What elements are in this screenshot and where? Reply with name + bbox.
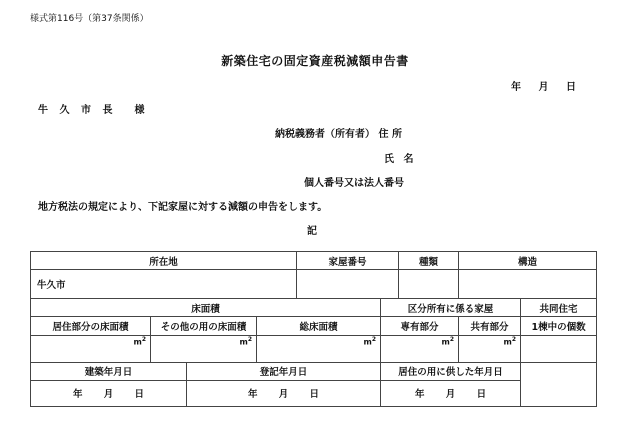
condo-header: 区分所有に係る家屋: [381, 299, 521, 317]
unit-exponent: 2: [247, 335, 252, 343]
floor-area-header: 床面積: [31, 299, 381, 317]
addressee-name: 牛 久 市 長: [38, 105, 117, 116]
occupied-date-header: 居住の用に供した年月日: [381, 362, 521, 380]
occupied-date-field[interactable]: 年 月 日: [381, 380, 521, 406]
residential-area-field[interactable]: [31, 335, 151, 362]
unit-label: m: [363, 337, 372, 347]
total-area-header: 総床面積: [257, 317, 381, 335]
unit-exponent: 2: [141, 335, 146, 343]
house-number-header: 家屋番号: [297, 252, 399, 270]
structure-field[interactable]: [459, 270, 597, 299]
units-per-building-header: 1棟中の個数: [521, 317, 597, 335]
other-area-header: その他の用の床面積: [151, 317, 257, 335]
property-table: [30, 251, 597, 407]
statement-text: 地方税法の規定により、下記家屋に対する減額の申告をします。: [38, 202, 328, 213]
built-date-header: 建築年月日: [31, 362, 187, 380]
structure-header: 構造: [459, 252, 597, 270]
residential-area-header: 居住部分の床面積: [31, 317, 151, 335]
unit-exponent: 2: [449, 335, 455, 343]
built-date-field[interactable]: 年 月 日: [31, 380, 187, 406]
kind-header: 種類: [399, 252, 459, 270]
unit-label: m: [239, 337, 248, 347]
ki-heading: 記: [307, 226, 317, 237]
kind-field[interactable]: [399, 270, 459, 299]
unit-label: m: [441, 337, 450, 347]
unit-exponent: 2: [511, 335, 517, 343]
blank-cell: [521, 362, 597, 406]
shared-housing-header: 共同住宅: [521, 299, 597, 317]
exclusive-part-header: 専有部分: [381, 317, 459, 335]
addressee: [38, 101, 148, 116]
location-header: 所在地: [31, 252, 297, 270]
taxpayer-address-label: 納税義務者（所有者） 住 所: [275, 129, 402, 140]
unit-exponent: 2: [371, 335, 377, 343]
form-number: 様式第116号（第37条関係）: [30, 14, 149, 24]
addressee-honorific: 様: [134, 105, 149, 116]
exclusive-part-field[interactable]: [381, 335, 459, 362]
total-area-field[interactable]: [257, 335, 381, 362]
document-title: 新築住宅の固定資産税減額申告書: [221, 54, 409, 68]
house-number-field[interactable]: [297, 270, 399, 299]
units-per-building-field[interactable]: [521, 335, 597, 362]
location-field[interactable]: 牛久市: [31, 270, 297, 299]
unit-label: m: [503, 337, 512, 347]
common-part-field[interactable]: [459, 335, 521, 362]
registered-date-field[interactable]: 年 月 日: [187, 380, 381, 406]
common-part-header: 共有部分: [459, 317, 521, 335]
registered-date-header: 登記年月日: [187, 362, 381, 380]
taxpayer-id-label: 個人番号又は法人番号: [304, 178, 404, 189]
unit-label: m: [133, 337, 142, 347]
taxpayer-name-label: 氏 名: [384, 154, 417, 165]
application-date: 年 月 日: [511, 82, 576, 93]
other-area-field[interactable]: [151, 335, 257, 362]
